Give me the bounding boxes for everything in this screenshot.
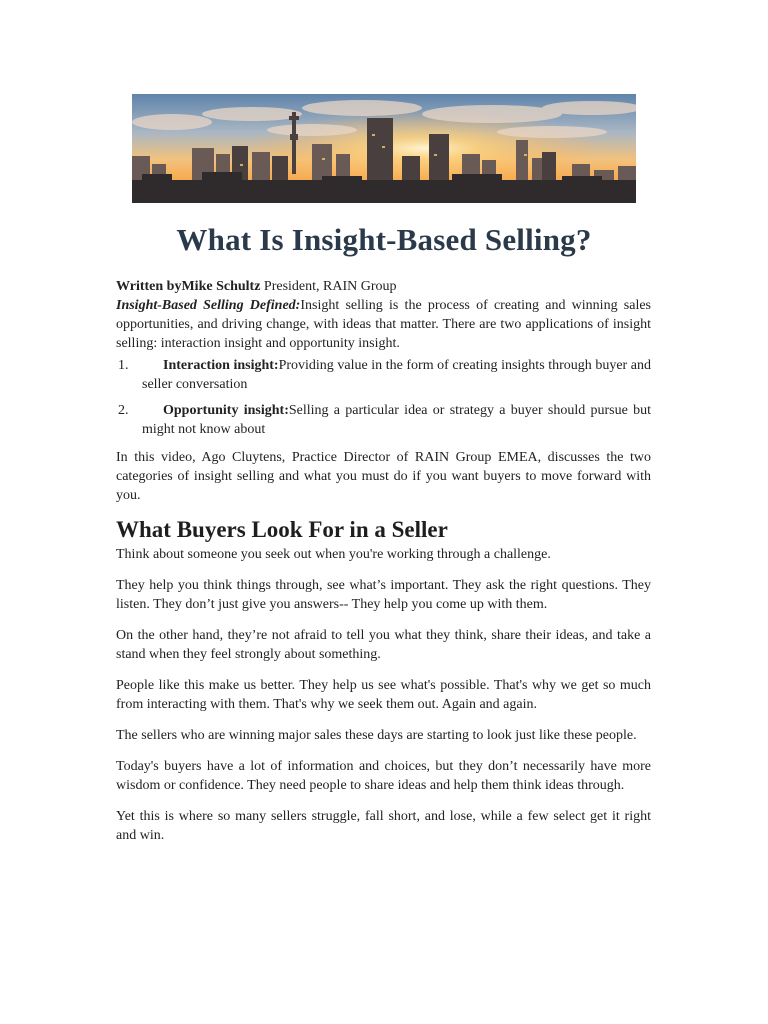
list-text: Selling a particular idea or strategy a buyer should pursue but might not know about [142,403,651,437]
definition-paragraph [116,296,651,353]
body-paragraph: Yet this is where so many sellers struggle, fall short, and lose, while a few select get it right and win. [116,809,651,843]
body-paragraph: On the other hand, they’re not afraid to tell you what they think, share their ideas, and take a stand when they feel strongly about something. [116,628,651,662]
article-body [116,277,651,857]
author-name: Mike Schultz [181,279,261,294]
skyline-illustration [132,94,636,203]
body-paragraph: Think about someone you seek out when you're working through a challenge. [116,547,551,562]
definition-term: Insight-Based Selling Defined: [116,298,301,313]
list-term: Interaction insight: [163,358,279,373]
list-number: 2. [118,403,129,418]
intro-paragraph: In this video, Ago Cluytens, Practice Director of RAIN Group EMEA, discusses the two categories of insight selling and what you must do if you want buyers to move forward with you. [116,450,651,503]
body-paragraph: They help you think things through, see what’s important. They ask the right questions. They listen. They don’t just give you answers-- They help you come up with them. [116,578,651,612]
list-text: Providing value in the form of creating insights through buyer and seller conversation [142,358,651,392]
list-item [116,356,651,394]
author-line [116,277,651,296]
list-item [116,401,651,439]
list-number: 1. [118,358,129,373]
body-paragraph: Today's buyers have a lot of information and choices, but they don’t necessarily have more wisdom or confidence. They need people to share ideas and help them think ideas through. [116,759,651,793]
author-role: President, RAIN Group [260,279,397,294]
section-heading: What Buyers Look For in a Seller [116,517,448,542]
body-paragraph: The sellers who are winning major sales these days are starting to look just like these people. [116,728,637,743]
author-label: Written by [116,279,182,294]
list-term: Opportunity insight: [163,403,289,418]
page-title: What Is Insight-Based Selling? [176,222,592,257]
applications-list [116,356,651,439]
definition-text: Insight selling is the process of creating and winning sales opportunities, and driving change, with ideas that matter. There are two applications of insight selling: interaction insight and opportunity insight. [116,298,651,351]
city-skyline-banner [132,94,636,203]
body-paragraph: People like this make us better. They help us see what's possible. That's why we get so much from interacting with them. That's why we seek them out. Again and again. [116,678,651,712]
